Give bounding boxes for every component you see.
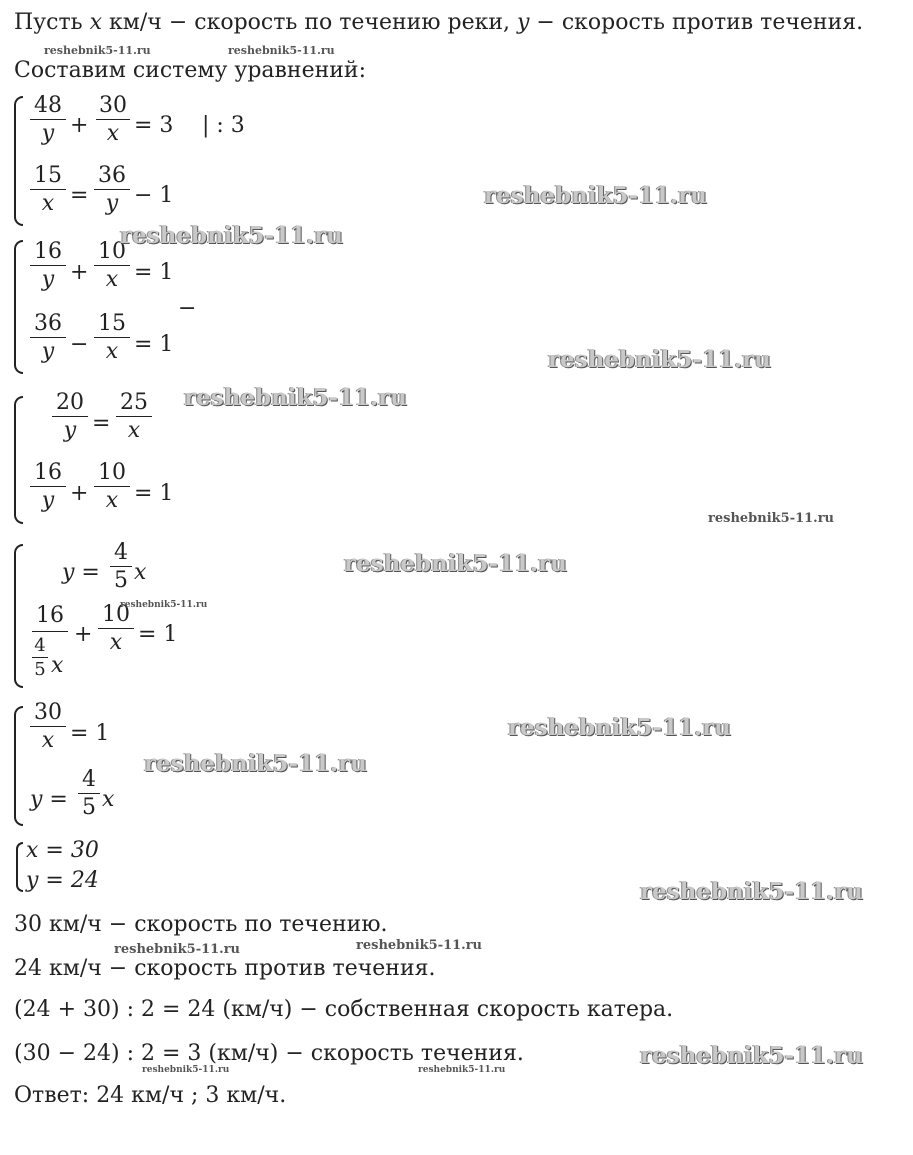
var-x: x (134, 560, 147, 585)
watermark: reshebnik5-11.ru (344, 550, 567, 577)
watermark: reshebnik5-11.ru (418, 1065, 506, 1075)
equation-lhs: y = (62, 560, 100, 585)
watermark: reshebnik5-11.ru (144, 750, 367, 777)
watermark: reshebnik5-11.ru (228, 44, 335, 57)
brace (14, 396, 23, 524)
fraction: 36 y (30, 312, 66, 364)
watermark: reshebnik5-11.ru (114, 942, 241, 957)
equals-sign: = (70, 183, 89, 208)
divide-note: | : 3 (202, 113, 245, 138)
watermark: reshebnik5-11.ru (508, 714, 731, 741)
var-x: x (89, 10, 103, 35)
fraction: 15 x (94, 312, 130, 364)
fraction: 30 x (96, 94, 130, 146)
intro-line-1 (14, 10, 863, 36)
equation-rhs: = 1 (138, 622, 178, 647)
watermark: reshebnik5-11.ru (548, 346, 771, 373)
equation-lhs: y = (30, 787, 68, 812)
intro-text: − скорость против течения. (529, 10, 864, 35)
watermark: reshebnik5-11.ru (142, 1065, 230, 1075)
watermark: reshebnik5-11.ru (640, 878, 863, 905)
intro-text: Пусть (14, 10, 90, 35)
fraction: 10 x (94, 240, 130, 292)
brace (14, 96, 23, 226)
result-line-2: 24 км/ч − скорость против течения. (14, 956, 436, 981)
solution-x: x = 30 (26, 838, 99, 863)
plus-sign: + (70, 260, 89, 285)
fraction: 10 x (94, 461, 130, 513)
answer-line: Ответ: 24 км/ч ; 3 км/ч. (14, 1083, 287, 1108)
equation-rhs: = 3 (134, 113, 174, 138)
var-x: x (51, 653, 64, 678)
fraction: 20 y (52, 391, 88, 443)
fraction: 4 5 (78, 768, 100, 820)
brace (14, 240, 23, 374)
equation-rhs: − 1 (134, 183, 174, 208)
fraction: 4 5 (32, 636, 48, 680)
fraction: 36 y (94, 164, 130, 216)
fraction: 48 y (30, 94, 66, 146)
fraction: 16 y (30, 461, 66, 513)
fraction: 15 x (30, 164, 66, 216)
intro-line-2: Составим систему уравнений: (14, 58, 366, 83)
watermark: reshebnik5-11.ru (120, 600, 208, 610)
watermark: reshebnik5-11.ru (708, 511, 835, 526)
result-line-3: (24 + 30) : 2 = 24 (км/ч) − собственная скорость катера. (14, 997, 674, 1022)
watermark: reshebnik5-11.ru (640, 1042, 863, 1069)
watermark: reshebnik5-11.ru (184, 384, 407, 411)
equation-rhs: = 1 (70, 721, 110, 746)
watermark: reshebnik5-11.ru (44, 44, 151, 57)
watermark: reshebnik5-11.ru (484, 182, 707, 209)
var-y: y (517, 10, 530, 35)
plus-sign: + (70, 481, 89, 506)
equation-rhs: = 1 (134, 332, 174, 357)
fraction: 10 x (98, 603, 134, 655)
plus-sign: + (74, 622, 93, 647)
numerator: 16 (36, 603, 64, 628)
solution-y: y = 24 (26, 868, 99, 893)
fraction: 25 x (116, 391, 152, 443)
brace (14, 706, 23, 826)
equation-rhs: = 1 (134, 260, 174, 285)
fraction-bar (32, 631, 68, 632)
fraction: 16 y (30, 240, 66, 292)
var-x: x (102, 787, 115, 812)
result-line-1: 30 км/ч − скорость по течению. (14, 912, 388, 937)
fraction: 4 5 (110, 541, 132, 593)
brace (14, 544, 23, 688)
equation-rhs: = 1 (134, 481, 174, 506)
watermark: reshebnik5-11.ru (356, 938, 483, 953)
result-line-4: (30 − 24) : 2 = 3 (км/ч) − скорость течения. (14, 1041, 524, 1066)
minus-sign: − (70, 332, 89, 357)
plus-sign: + (70, 113, 89, 138)
subtract-note: − (178, 296, 197, 321)
watermark: reshebnik5-11.ru (120, 222, 343, 249)
fraction: 30 x (30, 701, 66, 753)
brace (16, 842, 23, 892)
intro-text: км/ч − скорость по течению реки, (102, 10, 517, 35)
equals-sign: = (92, 411, 111, 436)
